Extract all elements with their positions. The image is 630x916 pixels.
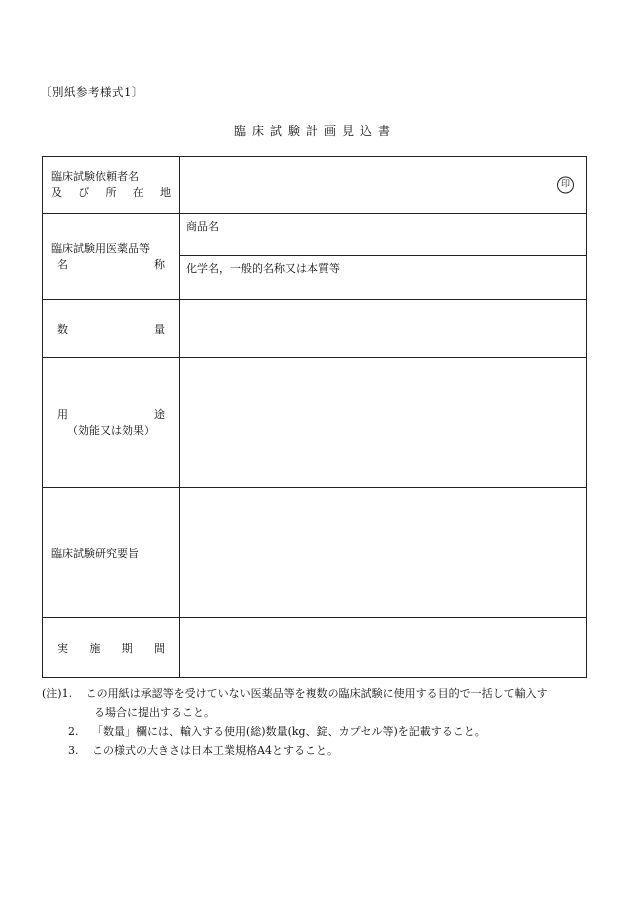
- quantity-label-char: 量: [154, 322, 165, 336]
- period-input-cell[interactable]: [180, 618, 587, 678]
- summary-label-cell: [43, 488, 180, 618]
- notes-prefix: (注): [42, 687, 62, 700]
- usage-label-char: 途: [154, 407, 165, 421]
- chemical-name-cell[interactable]: [180, 256, 587, 300]
- product-name-label: 商品名: [186, 220, 219, 233]
- drug-label-char: 称: [154, 257, 165, 271]
- note-number: 3.: [68, 744, 79, 757]
- drug-label-char: 名: [57, 257, 68, 271]
- quantity-row: [43, 300, 587, 358]
- applicant-label-line1: 臨床試験依頼者名: [51, 170, 139, 183]
- quantity-label-cell: [43, 300, 180, 358]
- period-row: [43, 618, 587, 678]
- applicant-row: [43, 157, 587, 214]
- document-title: 臨床試験計画見込書: [233, 124, 396, 138]
- notes-section: [42, 684, 594, 760]
- period-label-char: 期: [121, 641, 133, 655]
- quantity-label-char: 数: [57, 322, 68, 336]
- period-label: [51, 640, 171, 656]
- period-label-char: 実: [57, 641, 68, 655]
- product-name-row: [43, 214, 587, 256]
- usage-row: [43, 358, 587, 488]
- drug-label-line1: 臨床試験用医薬品等: [51, 241, 150, 255]
- applicant-label-line2: [51, 185, 171, 201]
- period-label-char: 施: [89, 641, 101, 655]
- applicant-label-char: び: [78, 186, 90, 199]
- seal-icon: 印: [557, 177, 574, 194]
- applicant-label-cell: [43, 157, 180, 214]
- note-item: [42, 722, 594, 741]
- applicant-label-char: 及: [51, 186, 62, 199]
- summary-row: [43, 488, 587, 618]
- chemical-name-label: 化学名，一般的名称又は本質等: [186, 262, 340, 275]
- applicant-input-cell[interactable]: [180, 157, 587, 214]
- summary-input-cell[interactable]: [180, 488, 587, 618]
- product-name-cell[interactable]: [180, 214, 587, 256]
- usage-input-cell[interactable]: [180, 358, 587, 488]
- drug-label-line2: [51, 257, 171, 273]
- form-reference-label: 〔別紙参考様式1〕: [40, 85, 144, 99]
- application-form-table: [42, 156, 587, 678]
- drug-label-cell: [43, 214, 180, 300]
- applicant-label-char: 地: [160, 186, 171, 199]
- usage-label-char: 用: [57, 407, 68, 421]
- note-number: 1.: [61, 687, 73, 700]
- note-text: この用紙は承認等を受けていない医薬品等を複数の臨床試験に使用する目的で一括して輸入す: [85, 687, 548, 700]
- quantity-input-cell[interactable]: [180, 300, 587, 358]
- note-text: この様式の大きさは日本工業規格A4とすること。: [92, 744, 338, 757]
- note-continuation: る場合に提出すること。: [94, 706, 215, 719]
- period-label-char: 間: [153, 641, 165, 655]
- quantity-label: [51, 321, 171, 337]
- summary-label: 臨床試験研究要旨: [51, 546, 139, 560]
- usage-label: [51, 407, 171, 423]
- applicant-label-char: 所: [105, 186, 117, 199]
- applicant-label-char: 在: [132, 186, 144, 199]
- note-number: 2.: [68, 725, 79, 738]
- note-item: [42, 684, 594, 703]
- usage-sub-label: （効能又は効果）: [67, 423, 155, 437]
- note-item: [42, 741, 594, 760]
- period-label-cell: [43, 618, 180, 678]
- note-text: 「数量」欄には、輸入する使用(総)数量(kg、錠、カプセル等)を記載すること。: [92, 725, 486, 738]
- usage-label-cell: [43, 358, 180, 488]
